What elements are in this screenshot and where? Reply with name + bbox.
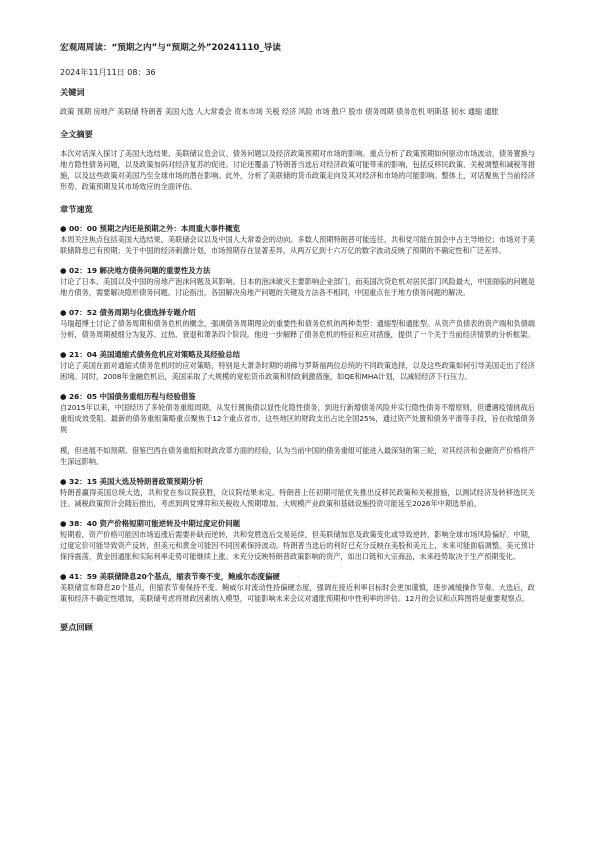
- chapter-text: 讨论了日本、美国以及中国的房地产泡沫问题及其影响。日本的泡沫破灭主要影响企业部门，而美国次贷危机对居民部门风险最大，中国面临的问题是地方债务，需要解决隐形债务问题。讨论指出，各国解决房地产问题的关键及方法各不相同，中国重点在于地方债务问题的解决。: [60, 277, 535, 297]
- chapter-text-continued: 模，但进展不如预期。借鉴巴西在债务重组和财政改革方面的经验，认为当前中国的债务重组可能进入最深刻的第三轮，对其经济和金融资产价格将产生深远影响。: [60, 446, 535, 466]
- chapter-item: [60, 476, 535, 509]
- chapter-item: [60, 391, 535, 467]
- chapter-title: ● 07：52 债务周期与化债选择专题介绍: [60, 308, 196, 317]
- chapter-item: [60, 223, 535, 256]
- chapter-text: 短期看，资产价格可能因市场追涨后需要补缺而逆转，共和党胜选后交易延续，但美联储加息及政策变化或导致逆转，影响全球市场风险偏好。中期，过度定价可能导致资产反转，但美元和黄金可能因不同因素保持波动。特朗普当选后的利好已充分反映在美股和美元上，未来可能面临调整。美元预计保持震荡，黄金因通胀和实际利率走势可能继续上涨。未充分反映特朗普政策影响的资产，如出口链和大宗商品，未来趋势取决于生产预期变化。: [60, 530, 535, 561]
- keywords-heading: 关键词: [60, 87, 85, 97]
- chapter-item: [60, 571, 535, 604]
- chapter-title: ● 21：04 美国通缩式债务危机应对策略及其经验总结: [60, 350, 240, 359]
- chapter-title: ● 00：00 预期之内还是预期之外：本周重大事件概览: [60, 224, 240, 233]
- chapter-text: 美联储宣布降息20个基点，但缩表节奏保持不变。鲍威尔对流动性持偏硬态度，强调在接近利率目标时会更加谨慎，逐步减缓操作节奏。大选后，政策和经济不确定性增加，美联储考虑将财政因素纳入模型，可能影响未来会议对通胀预期和中性利率的评估。12月的会议和点阵图将是重要观察点。: [60, 583, 535, 603]
- document-date: 2024年11月11日 08：36: [60, 68, 156, 77]
- review-heading: 要点回顾: [60, 622, 93, 632]
- summary-heading: 全文摘要: [60, 129, 93, 139]
- chapter-item: [60, 349, 535, 382]
- chapter-text: 马瑞超博士讨论了债务周期和债务危机的概念，强调债务周期理论的重要性和债务危机的两种类型：通缩型和通胀型。从资产负债表的资产端和负债端分析，债务周期被细分为复苏、过热、衰退和萧条四个阶段。他进一步解释了债务危机的特征和应对措施，提供了一个关于当前经济情景的分析框架。: [60, 319, 535, 339]
- chapter-item: [60, 307, 535, 340]
- chapter-text: 本周关注焦点包括美国大选结果、美联储会议以及中国人大常委会的动向。多数人预期特朗普可能连任，共和党可能在国会中占主导地位；市场对于美联储降息已有预期；关于中国的经济刺激计划，市场预期存在显著差异，从两万亿到十六万亿的数字波动反映了预期的不确定性和广泛差异。: [60, 235, 535, 255]
- chapter-title: ● 38：40 资产价格短期可能逆转及中期过度定价问题: [60, 519, 240, 528]
- chapter-title: ● 26：05 中国债务重组历程与经验借鉴: [60, 392, 196, 401]
- chapter-title: ● 02：19 解决地方债务问题的重要性及方法: [60, 266, 211, 275]
- keywords-text: 政策 预期 房地产 美联储 特朗普 美国大选 人大常委会 资本市场 关税 经济 风险 市场 散户 股市 债务周期 债务危机 明斯基 韧水 通缩 通胀: [60, 107, 499, 116]
- chapter-item: [60, 518, 535, 562]
- chapter-title: ● 41：59 美联储降息20个基点，缩表节奏不变，鲍威尔态度偏硬: [60, 572, 280, 581]
- chapter-text: 特朗普赢得美国总统大选，共和党在参议院获胜，众议院结果未定。特朗普上任初期可能优先推出反移民政策和关税措施，以测试经济及转移选民关注。减税政策预计会随后推出，考虑到两党博弈和关税收入预期增加。大规模产业政策和基础设施投资可能延至2026年中期选举前。: [60, 488, 535, 508]
- summary-text: 本次对话深入探讨了美国大选结果、美联储议息会议、债务问题以及经济政策预期对市场的影响。重点分析了政策预期如何驱动市场波动，债务置换与地方隐性债务问题，以及政策加码对经济复苏的促进。讨论还覆盖了特朗普当选后对经济政策可能带来的影响，包括反移民政策、关税调整和减税等措施，以及这些政策对美国乃至全球市场的潜在影响。此外，分析了美联储的货币政策走向及其对经济和市场的可能影响。整体上，对话聚焦于当前经济形势、政策预期及其市场效应的全面评估。: [60, 149, 535, 191]
- chapter-title: ● 32：15 美国大选及特朗普政策预期分析: [60, 477, 204, 486]
- document-title: 宏观周周读：“预期之内”与“预期之外”20241110_导读: [60, 43, 281, 53]
- chapter-item: [60, 265, 535, 298]
- chapter-text: 自2015年以来，中国经历了多轮债务重组周期，从发行置换债以显性化隐性债务，到进行新增债务风险并实行隐性债务不增原则，但遭遇疫情挑战后重组成效受阻。最新的债务重组策略重点聚焦于12个重点省市，这些地区的财政支出占比全国25%，通过资产处置和债务平滑等手段，旨在收缩债务规: [60, 403, 535, 434]
- chapter-text: 讨论了美国在面对通缩式债务危机时的应对策略，特别是大萧条时期的胡佛与罗斯福两位总统的不同政策选择，以及这些政策如何引导美国走出了经济困境。同时，2008年金融危机后，美国采取了大规模的宽松货币政策和财政刺激措施，如QE和MHA计划，以减轻经济下行压力。: [60, 361, 535, 381]
- chapters-heading: 章节速览: [60, 204, 93, 214]
